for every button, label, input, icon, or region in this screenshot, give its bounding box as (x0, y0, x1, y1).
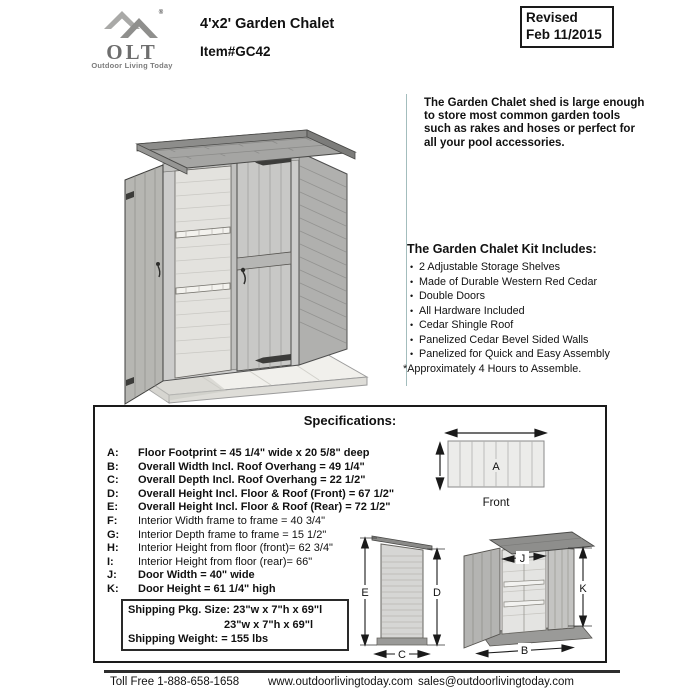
shed-interior (175, 166, 231, 378)
specifications-heading: Specifications: (303, 413, 397, 428)
side-profile-diagram (357, 530, 449, 662)
open-door-diagram (456, 526, 604, 666)
kit-list (410, 260, 645, 362)
dim-letter-j: J (519, 553, 526, 565)
door-handle-icon (156, 262, 160, 266)
dim-letter-a: A (492, 461, 500, 473)
revised-date: Feb 11/2015 (526, 27, 602, 42)
spec-row: K: Door Height = 61 1/4" high (107, 582, 276, 595)
spec-row: B: Overall Width Incl. Roof Overhang = 49 1/4" (107, 460, 365, 473)
registered-mark: ® (158, 10, 164, 16)
right-door (237, 154, 291, 371)
door-handle-icon (241, 268, 245, 272)
spec-row: I: Interior Height from floor (rear)= 66" (107, 555, 313, 568)
spec-list (107, 447, 394, 597)
kit-item: • All Hardware Included (410, 304, 645, 319)
spec-row: C: Overall Depth Incl. Roof Overhang = 22 1/2" (107, 474, 366, 487)
kit-item: • Cedar Shingle Roof (410, 318, 645, 333)
website-url: www.outdoorlivingtoday.com (268, 676, 413, 688)
shipping-weight-value: = 155 lbs (221, 633, 269, 645)
sales-email: sales@outdoorlivingtoday.com (418, 676, 574, 688)
dim-letter-c: C (398, 649, 406, 661)
spec-row: J: Door Width = 40" wide (107, 569, 255, 582)
dim-letter-b: B (520, 645, 529, 657)
toll-free-number: Toll Free 1-888-658-1658 (110, 676, 240, 688)
kit-item: • Double Doors (410, 289, 645, 304)
dim-letter-k: K (579, 583, 587, 595)
specifications-box (93, 405, 607, 663)
spec-row: F: Interior Width frame to frame = 40 3/4" (107, 514, 326, 527)
footer-divider (104, 670, 620, 673)
kit-item: • Made of Durable Western Red Cedar (410, 275, 645, 290)
spec-row: H: Interior Height from floor (front)= 62 3/4" (107, 542, 333, 555)
shipping-pkg-label: Shipping Pkg. Size: (128, 604, 231, 616)
floor-footprint-diagram (432, 423, 597, 515)
shed-illustration (103, 86, 395, 410)
revised-box (520, 6, 614, 48)
teal-divider-line (406, 94, 407, 386)
front-caption: Front (482, 497, 510, 509)
left-door-open (125, 165, 163, 404)
logo-tagline: Outdoor Living Today (91, 61, 173, 70)
kit-includes-heading: The Garden Chalet Kit Includes: (407, 242, 597, 256)
revised-label: Revised (526, 10, 578, 25)
kit-item: • Panelized Cedar Bevel Sided Walls (410, 333, 645, 348)
spec-row: G: Interior Depth frame to frame = 15 1/2" (107, 528, 327, 541)
shipping-weight-label: Shipping Weight: (128, 633, 219, 645)
spec-row: E: Overall Height Incl. Floor & Roof (Rear) = 72 1/2" (107, 501, 391, 514)
spec-row: A: Floor Footprint = 45 1/4" wide x 20 5/8" deep (107, 447, 370, 459)
dim-letter-e: E (361, 587, 369, 599)
dim-letter-d: D (433, 587, 441, 599)
shipping-info-box (121, 599, 349, 651)
item-number: Item#GC42 (200, 44, 271, 59)
side-wall (299, 152, 347, 365)
shipping-pkg-size-2: 23"w x 7"h x 69"l (224, 618, 314, 631)
assembly-footnote: *Approximately 4 Hours to Assemble. (403, 363, 582, 375)
logo-name: OLT (106, 40, 158, 64)
olt-logo (82, 5, 182, 70)
product-description: The Garden Chalet shed is large enough to store most common garden tools such as rakes and hoses or perfect for all your pool accessories. (424, 97, 645, 149)
spec-row: D: Overall Height Incl. Floor & Roof (Front) = 67 1/2" (107, 487, 395, 500)
page-title: 4'x2' Garden Chalet (200, 16, 335, 32)
kit-item: • Panelized for Quick and Easy Assembly (410, 347, 645, 362)
kit-item: • 2 Adjustable Storage Shelves (410, 260, 645, 275)
house-roof-icon (98, 5, 166, 41)
shipping-pkg-size-1: 23"w x 7"h x 69"l (233, 604, 323, 616)
